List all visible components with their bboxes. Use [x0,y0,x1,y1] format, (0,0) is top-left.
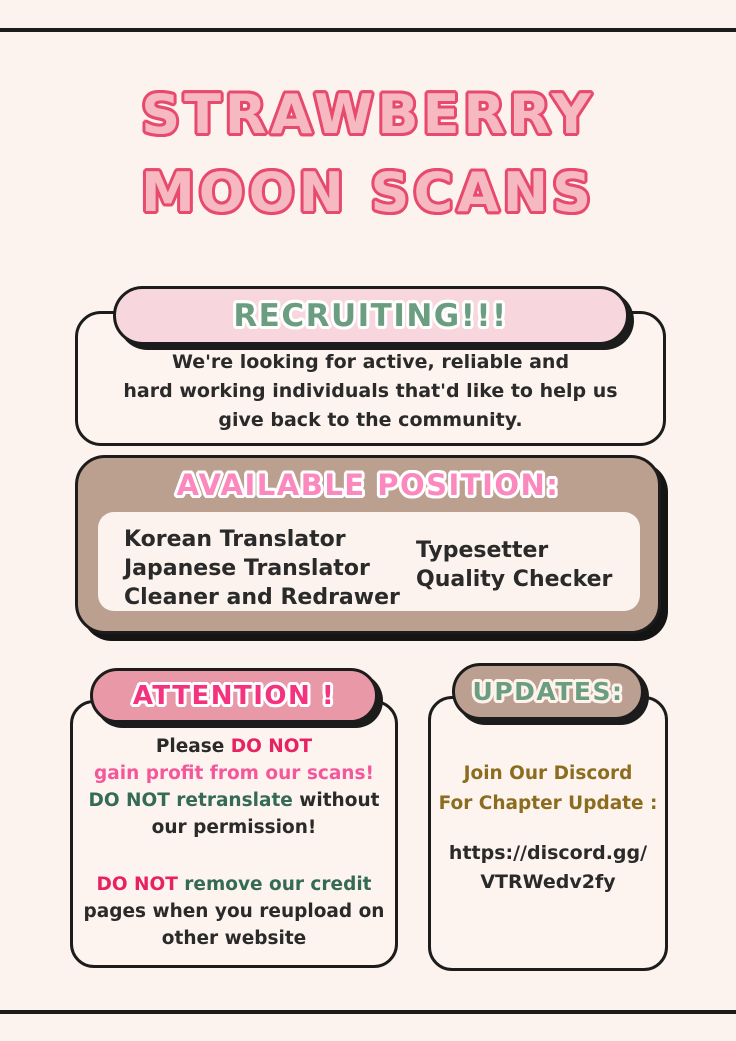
positions-heading: AVAILABLE POSITION: [176,468,560,502]
bottom-border-line [0,1010,736,1014]
attention-text-segment: DO NOT retranslate [88,790,293,811]
positions-column-right [402,512,612,611]
discord-url-line: VTRWedv2fy [480,871,616,893]
attention-text-segment: without [292,790,380,811]
group-title-line1: STRAWBERRY [141,83,595,146]
recruiting-line: hard working individuals that'd like to help us [123,380,618,402]
position-item: Cleaner and Redrawer [124,585,400,610]
positions-list-panel [98,512,640,611]
updates-body [431,759,665,897]
recruiting-banner [113,286,629,345]
attention-body [73,733,395,952]
positions-column-left [98,512,402,611]
recruiting-body [78,348,663,435]
group-title [0,76,736,232]
updates-line: Join Our Discord [463,763,633,784]
positions-card [75,455,661,634]
attention-line: gain profit from our scans! [94,763,374,784]
attention-line: our permission! [151,817,317,838]
attention-line [73,871,395,898]
attention-card [70,680,398,968]
updates-line: For Chapter Update : [438,793,658,814]
discord-invite-url [431,839,665,897]
position-item: Quality Checker [416,567,613,592]
attention-text-segment: DO NOT [230,736,313,757]
position-item: Japanese Translator [124,556,370,581]
recruiting-line: We're looking for active, reliable and [171,351,570,373]
discord-url-line: https://discord.gg/ [448,842,648,864]
attention-text-segment: DO NOT [96,874,178,895]
attention-line: pages when you reupload on [83,901,385,922]
group-title-line2: MOON SCANS [141,161,595,224]
attention-line [73,787,395,814]
attention-heading: ATTENTION ! [132,680,336,711]
attention-text-segment: remove our credit [177,874,372,895]
recruiting-card [75,297,666,446]
attention-banner [90,668,378,723]
attention-line: other website [161,928,307,949]
updates-card [428,677,668,971]
position-item: Korean Translator [124,527,346,552]
attention-line [73,733,395,760]
attention-text-segment: Please [155,736,231,757]
updates-banner [452,663,644,720]
top-border-line [0,28,736,32]
position-item: Typesetter [416,538,549,563]
updates-heading: UPDATES: [472,677,624,706]
recruiting-line: give back to the community. [218,409,523,431]
recruiting-heading: RECRUITING!!! [233,297,508,334]
